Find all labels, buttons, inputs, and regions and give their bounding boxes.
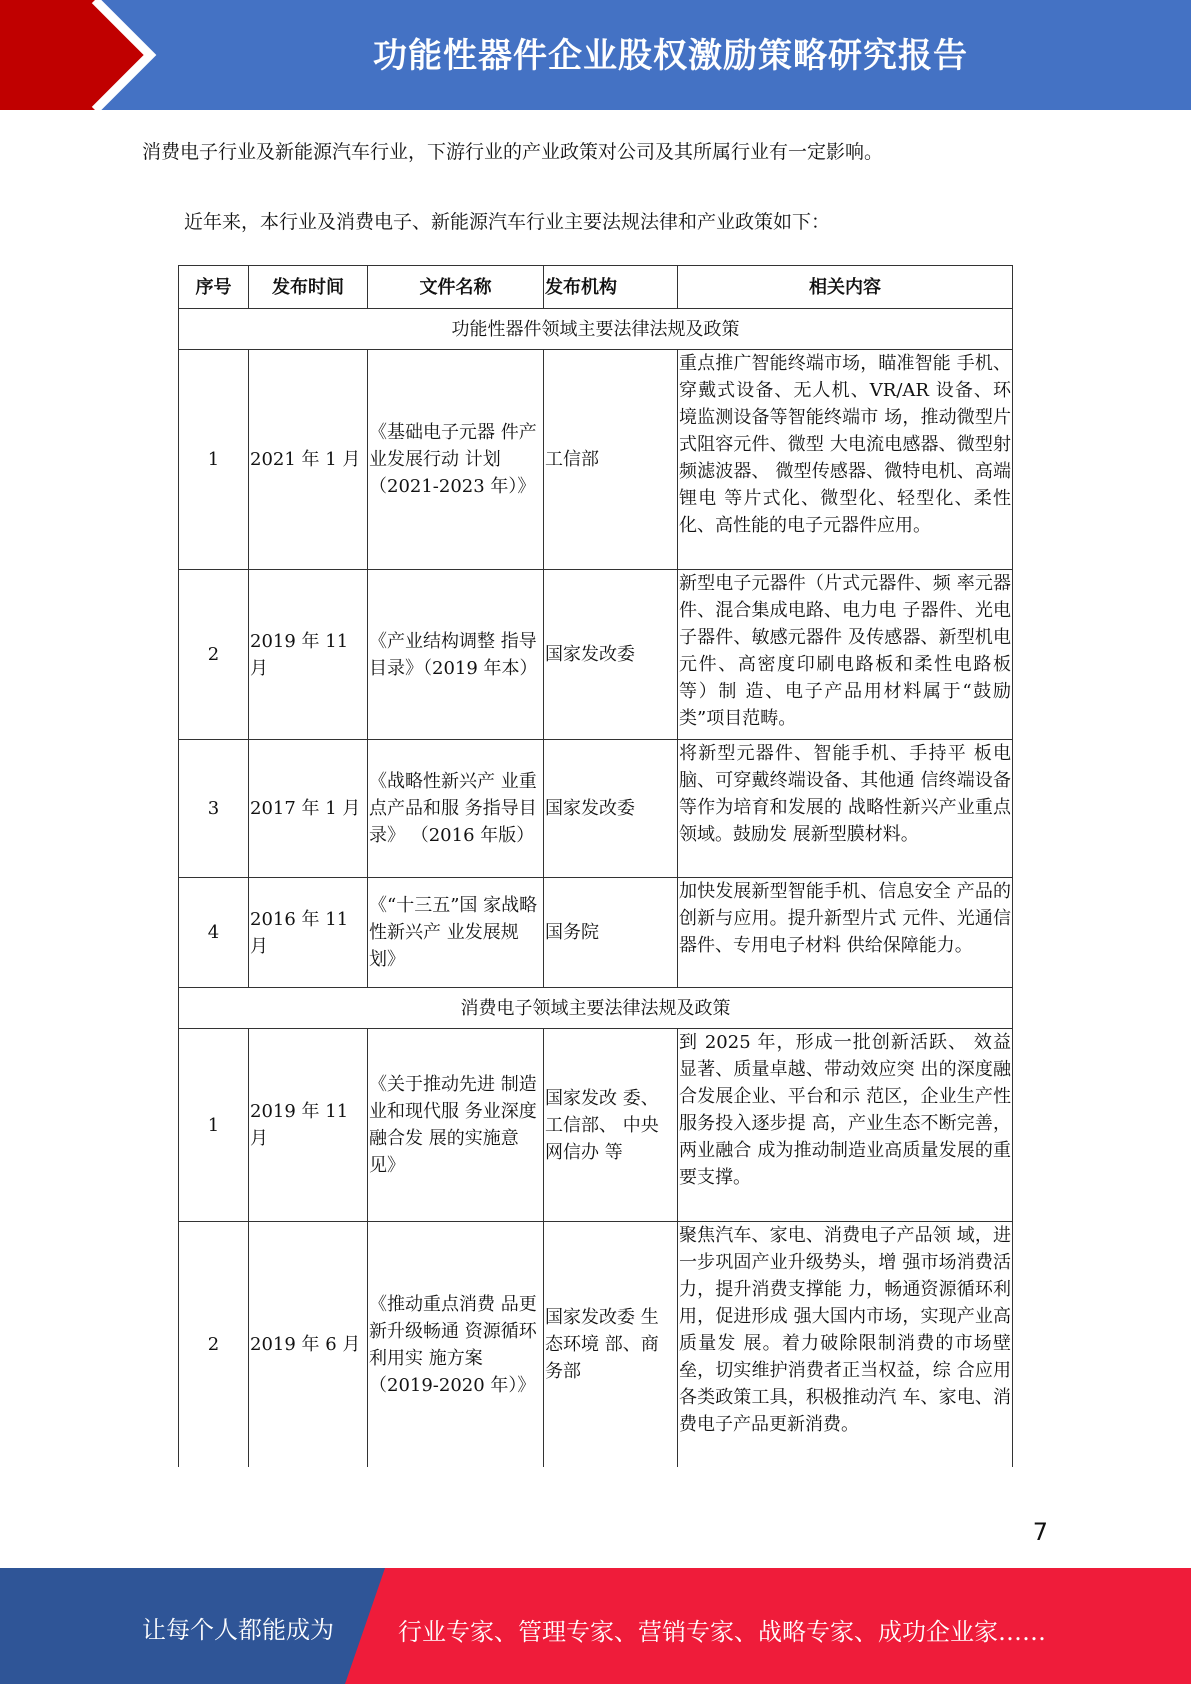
row-content: 重点推广智能终端市场，瞄准智能 手机、穿戴式设备、无人机、VR/AR 设备、环境监测设备等智能终端市 场，推动微型片式阻容元件、微型 大电流电感器、微型射频滤波器、 微型传感器、微特电机、高端锂电 等片式化、微型化、轻型化、柔性 化、高性能的电子元器件应用。	[678, 350, 1013, 570]
row-document-name: 《推动重点消费 品更新升级畅通 资源循环利用实 施方案（2019-2020 年）》	[368, 1222, 544, 1468]
row-document-name: 《战略性新兴产 业重点产品和服 务指导目录》 （2016 年版）	[368, 740, 544, 878]
table-row	[179, 740, 1013, 878]
header-document-name: 文件名称	[368, 266, 544, 309]
row-date: 2016 年 11 月	[249, 878, 368, 988]
table-row	[179, 878, 1013, 988]
footer-slogan-left: 让每个人都能成为	[142, 1616, 334, 1644]
intro-paragraph: 消费电子行业及新能源汽车行业，下游行业的产业政策对公司及其所属行业有一定影响。	[142, 141, 884, 163]
row-issuer: 国家发改委	[544, 740, 678, 878]
row-date: 2019 年 11 月	[249, 570, 368, 740]
header-issuer: 发布机构	[544, 266, 678, 309]
page-number: 7	[1032, 1518, 1048, 1546]
row-document-name: 《“十三五”国 家战略性新兴产 业发展规划》	[368, 878, 544, 988]
row-no: 2	[179, 570, 249, 740]
header-no: 序号	[179, 266, 249, 309]
row-content: 聚焦汽车、家电、消费电子产品领 域，进一步巩固产业升级势头，增 强市场消费活力，提升消费支撑能 力，畅通资源循环利用，促进形成 强大国内市场，实现产业高质量发 展。着力破除限制消费的市场壁 垒，切实维护消费者正当权益，综 合应用各类政策工具，积极推动汽 车、家电、消费电子产品更新消费。	[678, 1222, 1013, 1468]
section-row-consumer-electronics	[179, 988, 1013, 1029]
table-intro-paragraph: 近年来，本行业及消费电子、新能源汽车行业主要法规法律和产业政策如下：	[184, 211, 831, 233]
row-document-name: 《基础电子元器 件产业发展行动 计划（2021-2023 年）》	[368, 350, 544, 570]
section-title: 消费电子领域主要法律法规及政策	[179, 988, 1013, 1029]
row-issuer: 工信部	[544, 350, 678, 570]
policy-table	[178, 265, 1013, 1467]
table-row	[179, 1029, 1013, 1222]
row-date: 2021 年 1 月	[249, 350, 368, 570]
row-issuer: 国家发改 委、工信部、 中央网信办 等	[544, 1029, 678, 1222]
section-title: 功能性器件领域主要法律法规及政策	[179, 309, 1013, 350]
row-content: 将新型元器件、智能手机、手持平 板电脑、可穿戴终端设备、其他通 信终端设备等作为培育和发展的 战略性新兴产业重点领域。鼓励发 展新型膜材料。	[678, 740, 1013, 878]
row-no: 1	[179, 1029, 249, 1222]
row-document-name: 《关于推动先进 制造业和现代服 务业深度融合发 展的实施意见》	[368, 1029, 544, 1222]
row-document-name: 《产业结构调整 指导目录》（2019 年本）	[368, 570, 544, 740]
footer-slogan-right: 行业专家、管理专家、营销专家、战略专家、成功企业家……	[398, 1618, 1046, 1646]
row-content: 加快发展新型智能手机、信息安全 产品的创新与应用。提升新型片式 元件、光通信器件、专用电子材料 供给保障能力。	[678, 878, 1013, 988]
row-issuer: 国家发改委	[544, 570, 678, 740]
row-issuer: 国家发改委 生态环境 部、商务部	[544, 1222, 678, 1468]
row-no: 4	[179, 878, 249, 988]
row-date: 2017 年 1 月	[249, 740, 368, 878]
report-footer	[0, 1568, 1191, 1684]
report-header	[0, 0, 1191, 110]
table-row	[179, 570, 1013, 740]
report-title: 功能性器件企业股权激励策略研究报告	[373, 36, 968, 76]
row-content: 到 2025 年，形成一批创新活跃、 效益显著、质量卓越、带动效应突 出的深度融合发展企业、平台和示 范区，企业生产性服务投入逐步提 高，产业生态不断完善，两业融合 成为推动制造业高质量发展的重 要支撑。	[678, 1029, 1013, 1222]
table-row	[179, 1222, 1013, 1468]
red-arrow-shape	[0, 0, 150, 110]
row-date: 2019 年 11 月	[249, 1029, 368, 1222]
section-row-functional-devices	[179, 309, 1013, 350]
row-no: 3	[179, 740, 249, 878]
header-content: 相关内容	[678, 266, 1013, 309]
row-no: 2	[179, 1222, 249, 1468]
row-content: 新型电子元器件（片式元器件、频 率元器件、混合集成电路、电力电 子器件、光电子器件、敏感元器件 及传感器、新型机电元件、高密度印刷电路板和柔性电路板等）制 造、电子产品用材料属于“鼓励 类”项目范畴。	[678, 570, 1013, 740]
table-header-row	[179, 266, 1013, 309]
row-no: 1	[179, 350, 249, 570]
table-row	[179, 350, 1013, 570]
header-date: 发布时间	[249, 266, 368, 309]
row-date: 2019 年 6 月	[249, 1222, 368, 1468]
row-issuer: 国务院	[544, 878, 678, 988]
